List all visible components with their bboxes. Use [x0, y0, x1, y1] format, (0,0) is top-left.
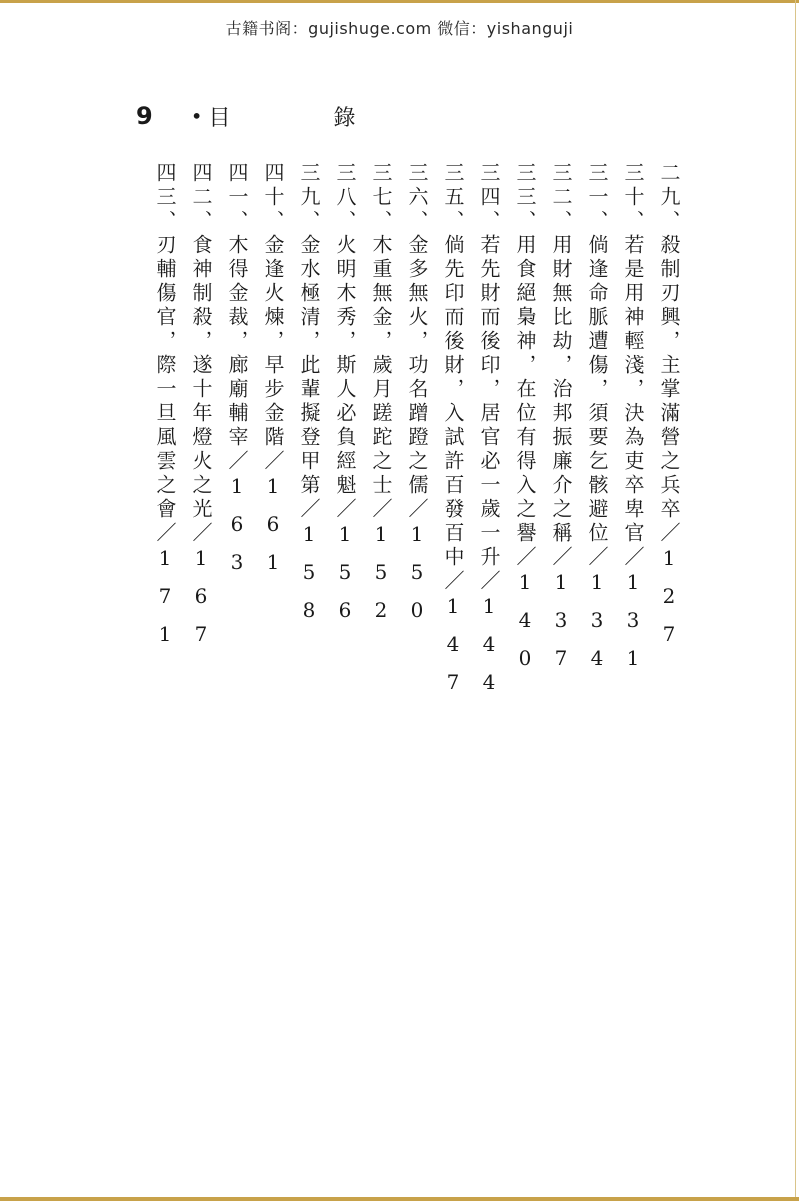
toc-entry: [472, 162, 505, 708]
toc-entry: [400, 162, 433, 702]
toc-entry-title: 三五、倘先印而後財，入試許百發百中／: [441, 162, 465, 594]
toc-entry-title: 二九、殺制刃興，主掌滿營之兵卒／: [657, 162, 681, 546]
bottom-border: [0, 1197, 799, 1201]
bullet-icon: •: [190, 104, 203, 128]
toc-entry: [256, 162, 289, 702]
toc-entry-page: 158: [297, 522, 321, 636]
toc-entry: [508, 162, 541, 702]
toc-entry-page: 167: [189, 546, 213, 660]
toc-entry: [148, 162, 181, 702]
toc-entry: [616, 162, 649, 702]
toc-entry-page: 161: [261, 474, 285, 588]
toc-entry-page: 150: [405, 522, 429, 636]
right-border: [795, 0, 796, 1201]
toc-entry-page: 137: [549, 570, 573, 684]
page-number: 9: [136, 102, 153, 130]
toc-entry-title: 三七、木重無金，歲月蹉跎之士／: [369, 162, 393, 522]
toc-entry-page: 147: [441, 594, 465, 708]
toc-entry-title: 三二、用財無比劫，治邦振廉介之稱／: [549, 162, 573, 570]
toc-entry: [292, 162, 325, 702]
toc-entry-page: 171: [153, 546, 177, 660]
toc-entry-page: 152: [369, 522, 393, 636]
toc-entry-page: 140: [513, 570, 537, 684]
toc-entry-title: 三四、若先財而後印，居官必一歲一升／: [477, 162, 501, 594]
toc-entry-title: 三八、火明木秀，斯人必負經魁／: [333, 162, 357, 522]
toc-entry-page: 163: [225, 474, 249, 588]
toc-entry-page: 156: [333, 522, 357, 636]
toc-entry-title: 三十、若是用神輕淺，決為吏卒卑官／: [621, 162, 645, 570]
toc-entry-title: 三九、金水極清，此輩擬登甲第／: [297, 162, 321, 522]
toc-entry: [580, 162, 613, 702]
toc-entry-page: 127: [657, 546, 681, 660]
toc-entry-title: 三一、倘逢命脈遭傷，須要乞骸避位／: [585, 162, 609, 570]
toc-entry-title: 四十、金逢火煉，早步金階／: [261, 162, 285, 474]
top-border: [0, 0, 799, 3]
toc-entry-title: 三三、用食絕梟神，在位有得入之譽／: [513, 162, 537, 570]
toc-entry-title: 三六、金多無火，功名蹭蹬之儒／: [405, 162, 429, 522]
toc-entry: [220, 162, 253, 702]
toc-entry: [544, 162, 577, 702]
page-header: [136, 96, 404, 136]
toc-entry: [652, 162, 685, 702]
toc-entry: [328, 162, 361, 702]
toc-entry-title: 四一、木得金裁，廊廟輔宰／: [225, 162, 249, 474]
section-title: 目 錄: [208, 105, 404, 131]
toc-entry: [184, 162, 217, 702]
toc-entry: [364, 162, 397, 702]
toc-entry: [436, 162, 469, 708]
toc-entry-title: 四二、食神制殺，遂十年燈火之光／: [189, 162, 213, 546]
watermark-text: 古籍书阁：gujishuge.com 微信：yishanguji: [225, 19, 574, 38]
toc-entry-page: 131: [621, 570, 645, 684]
toc-entry-page: 134: [585, 570, 609, 684]
toc-entry-title: 四三、刃輔傷官，際一旦風雲之會／: [153, 162, 177, 546]
toc-entry-page: 144: [477, 594, 501, 708]
table-of-contents: [145, 162, 685, 708]
